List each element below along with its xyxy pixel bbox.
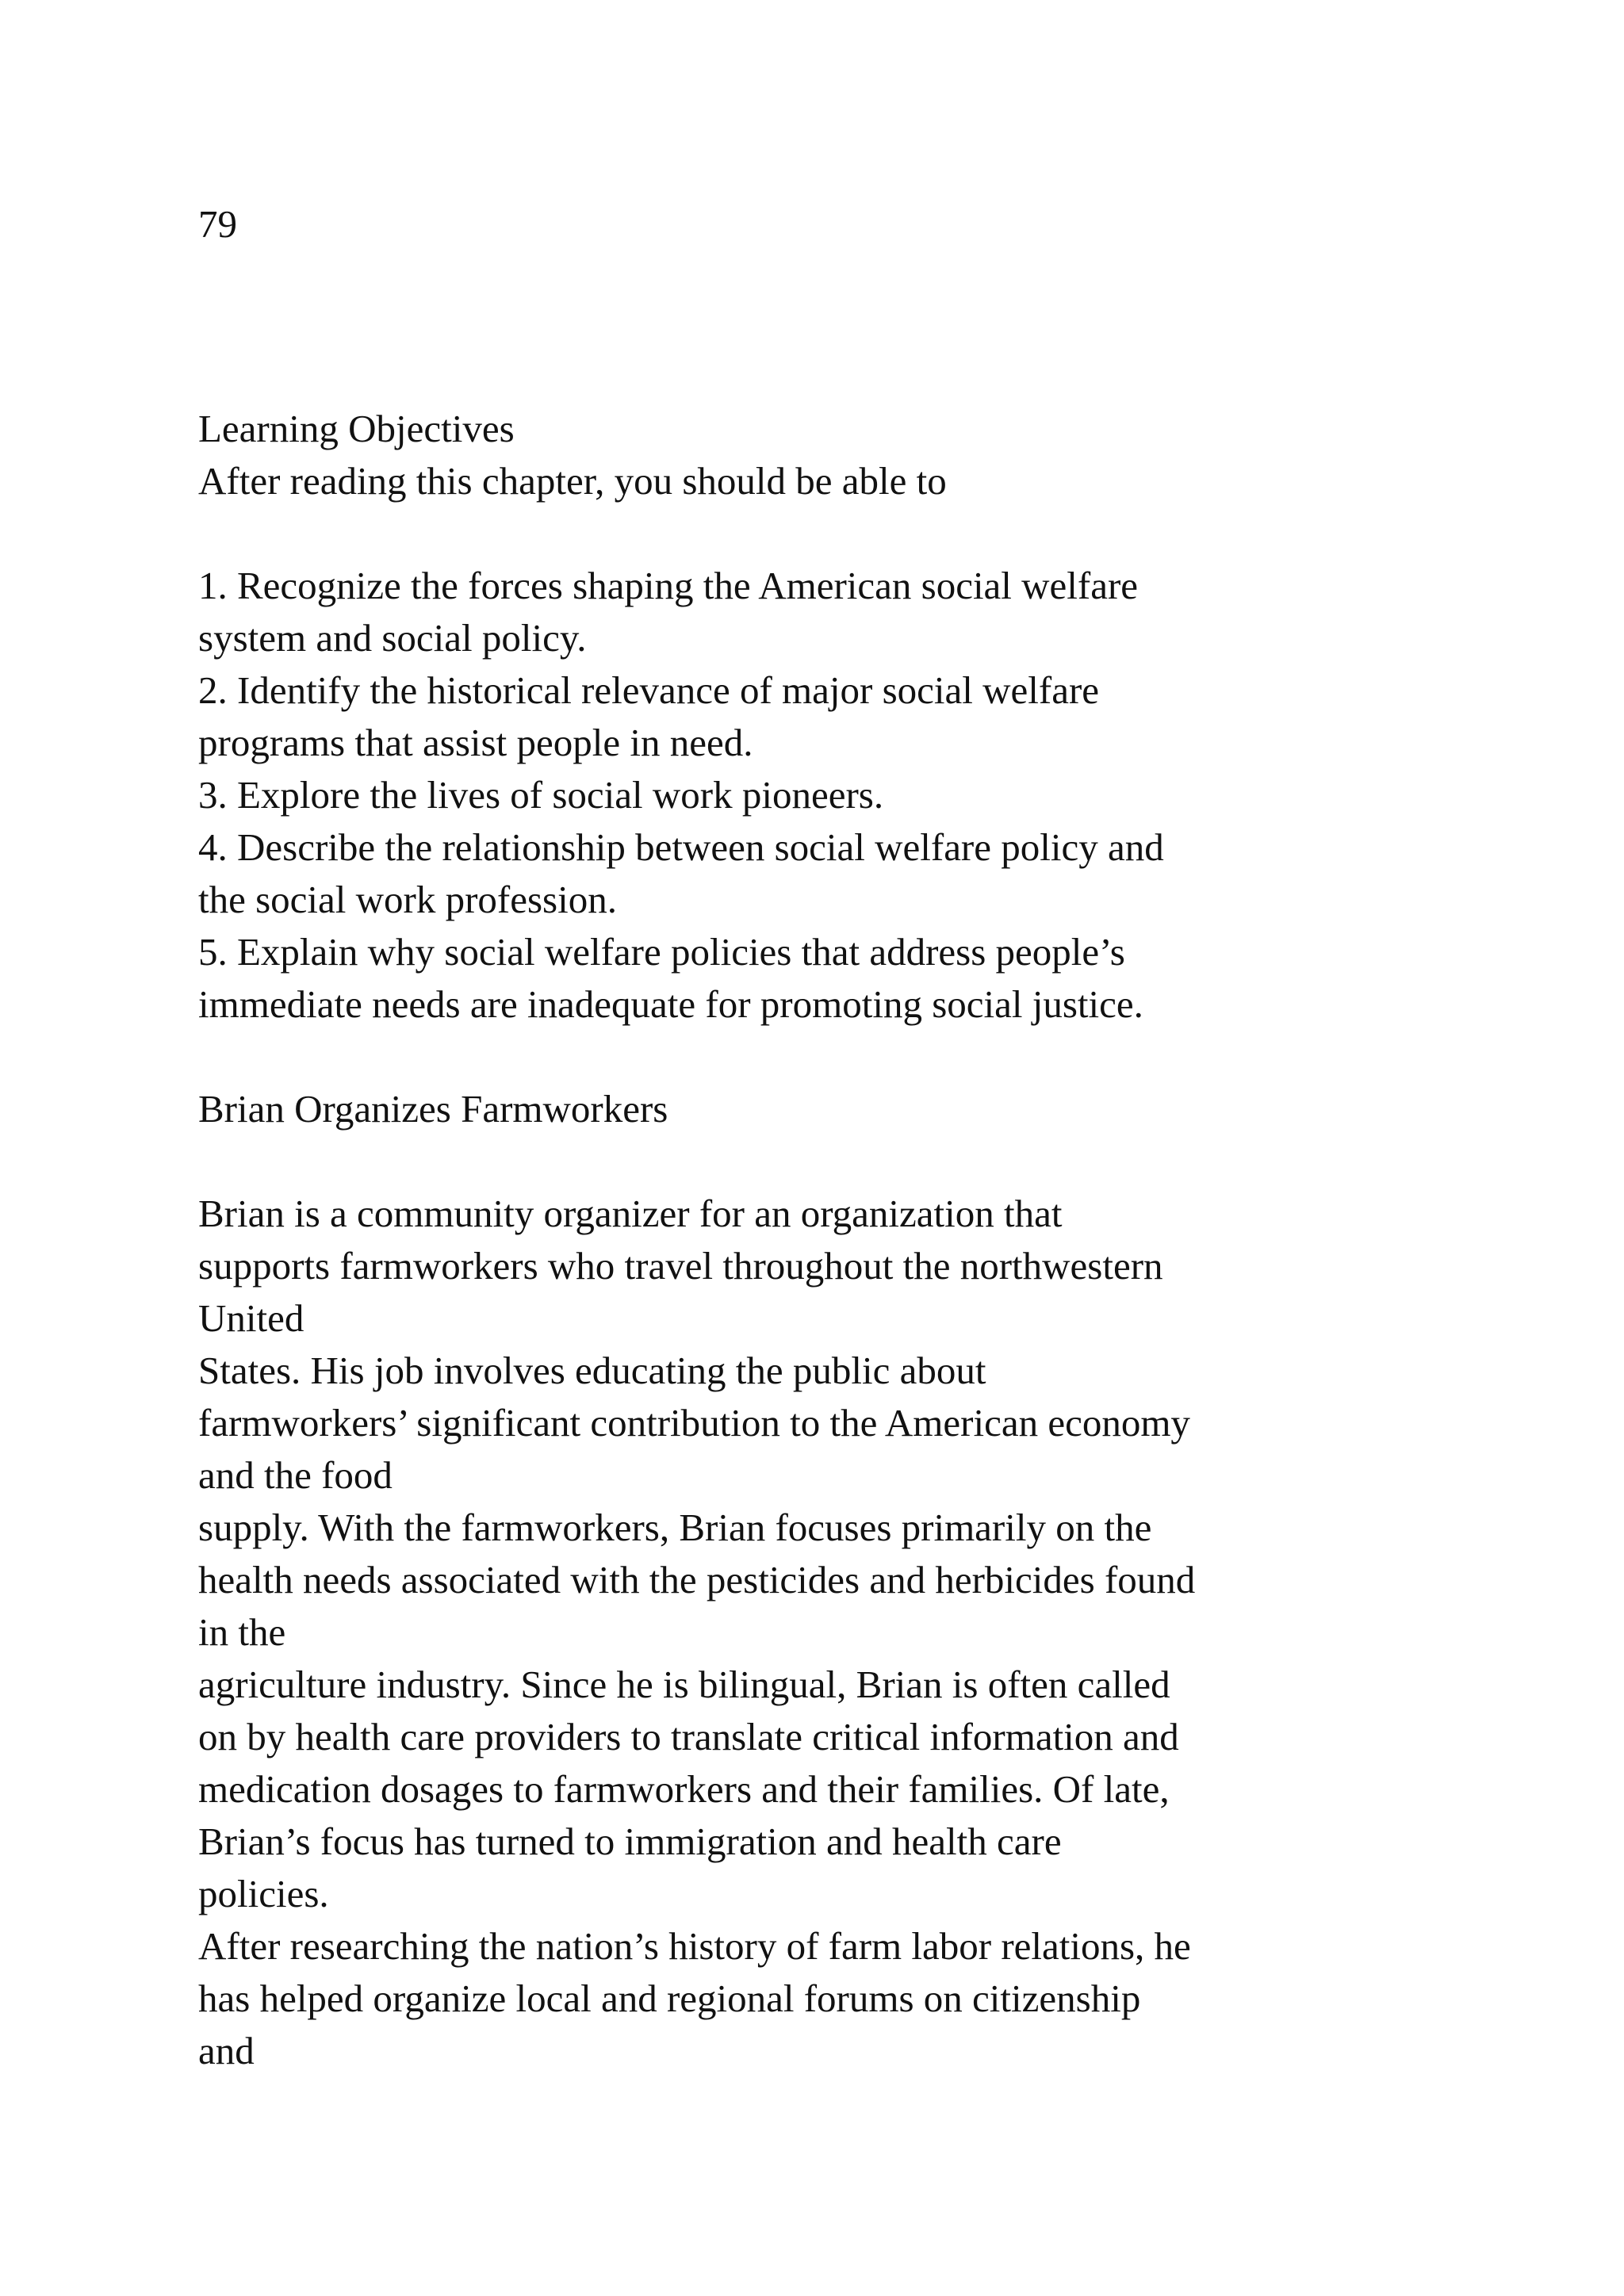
objective-line: immediate needs are inadequate for promoting social justice.: [198, 982, 1143, 1026]
case-line: and the food: [198, 1453, 393, 1497]
objective-line: 5. Explain why social welfare policies that address people’s: [198, 930, 1125, 974]
page-body: [198, 403, 1435, 2077]
case-line: States. His job involves educating the public about: [198, 1349, 986, 1392]
case-line: supply. With the farmworkers, Brian focuses primarily on the: [198, 1506, 1152, 1549]
case-paragraph: [198, 1188, 1435, 2077]
objective-line: 2. Identify the historical relevance of major social welfare: [198, 668, 1100, 712]
case-line: on by health care providers to translate critical information and: [198, 1715, 1179, 1758]
case-heading: Brian Organizes Farmworkers: [198, 1087, 668, 1131]
objective-line: programs that assist people in need.: [198, 721, 753, 764]
blank-line: [198, 1135, 1435, 1188]
case-line: United: [198, 1296, 304, 1340]
case-line: medication dosages to farmworkers and their families. Of late,: [198, 1767, 1170, 1811]
page-number: 79: [198, 202, 237, 246]
case-line: farmworkers’ significant contribution to the American economy: [198, 1401, 1190, 1445]
case-line: Brian is a community organizer for an organization that: [198, 1192, 1063, 1235]
case-line: After researching the nation’s history of farm labor relations, he: [198, 1924, 1191, 1968]
case-line: in the: [198, 1610, 286, 1654]
learning-objectives-intro: After reading this chapter, you should be able to: [198, 459, 947, 503]
blank-line: [198, 507, 1435, 560]
case-line: agriculture industry. Since he is bilingual, Brian is often called: [198, 1663, 1170, 1706]
objective-line: 3. Explore the lives of social work pioneers.: [198, 773, 884, 817]
case-line: health needs associated with the pesticides and herbicides found: [198, 1558, 1196, 1601]
case-line: and: [198, 2029, 255, 2072]
objective-line: system and social policy.: [198, 616, 587, 660]
case-line: supports farmworkers who travel throughout the northwestern: [198, 1244, 1163, 1288]
blank-line: [198, 1031, 1435, 1083]
case-line: policies.: [198, 1872, 329, 1915]
learning-objectives-heading: Learning Objectives: [198, 407, 515, 450]
case-line: has helped organize local and regional forums on citizenship: [198, 1976, 1141, 2020]
objectives-list: [198, 560, 1435, 1031]
case-line: Brian’s focus has turned to immigration and health care: [198, 1820, 1062, 1863]
objective-line: the social work profession.: [198, 878, 617, 921]
objective-line: 1. Recognize the forces shaping the American social welfare: [198, 564, 1139, 607]
objective-line: 4. Describe the relationship between social welfare policy and: [198, 825, 1164, 869]
